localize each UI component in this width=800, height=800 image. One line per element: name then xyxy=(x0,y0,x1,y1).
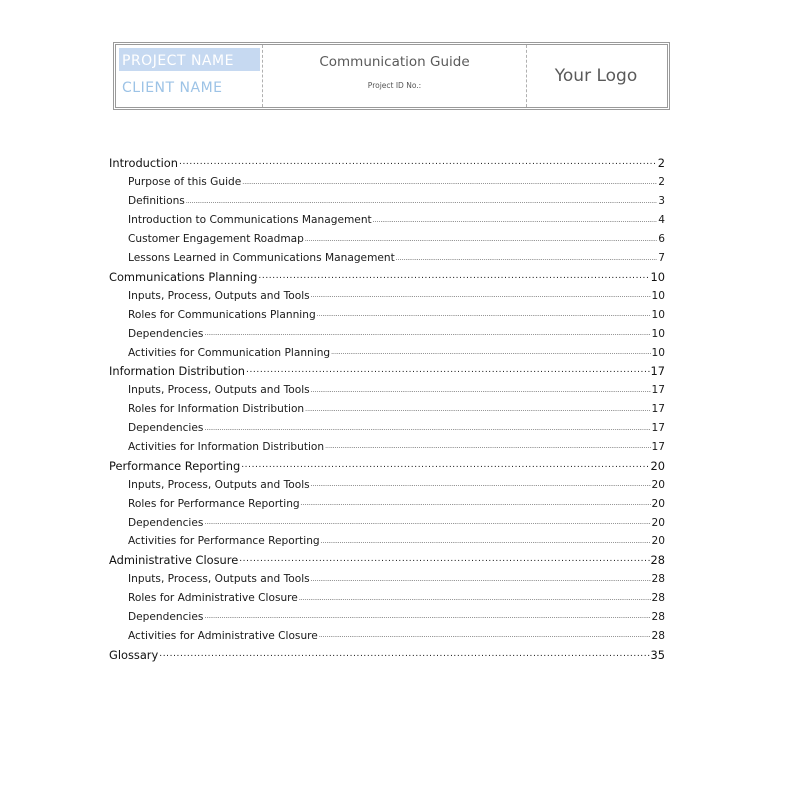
title-cell xyxy=(263,45,527,107)
toc-subsection-entry[interactable] xyxy=(109,534,665,553)
toc-section-entry[interactable] xyxy=(109,458,665,477)
toc-entry-title: Communications Planning xyxy=(109,269,258,284)
toc-page-number: 10 xyxy=(651,308,665,321)
toc-dot-leader xyxy=(204,609,650,620)
toc-entry-title: Glossary xyxy=(109,647,159,662)
toc-subsection-entry[interactable] xyxy=(109,628,665,647)
toc-page-number: 20 xyxy=(650,458,665,473)
toc-section-entry[interactable] xyxy=(109,553,665,572)
toc-subsection-entry[interactable] xyxy=(109,609,665,628)
toc-page-number: 28 xyxy=(650,553,665,568)
project-id-label: Project ID No.: xyxy=(367,81,422,90)
toc-entry-title: Activities for Information Distribution xyxy=(128,440,325,453)
table-of-contents xyxy=(109,156,665,666)
toc-dot-leader xyxy=(301,496,651,507)
toc-entry-title: Dependencies xyxy=(128,610,204,623)
toc-subsection-entry[interactable] xyxy=(109,402,665,421)
toc-section-entry[interactable] xyxy=(109,647,665,666)
toc-subsection-entry[interactable] xyxy=(109,213,665,232)
toc-page-number: 28 xyxy=(651,629,665,642)
toc-entry-title: Inputs, Process, Outputs and Tools xyxy=(128,384,310,397)
toc-page-number: 10 xyxy=(651,346,665,359)
toc-page-number: 17 xyxy=(651,403,665,416)
toc-page-number: 7 xyxy=(658,252,665,265)
toc-subsection-entry[interactable] xyxy=(109,383,665,402)
toc-dot-leader xyxy=(311,572,651,583)
toc-section-entry[interactable] xyxy=(109,156,665,175)
toc-dot-leader xyxy=(317,307,651,318)
toc-dot-leader xyxy=(159,647,649,658)
toc-entry-title: Dependencies xyxy=(128,516,204,529)
toc-subsection-entry[interactable] xyxy=(109,250,665,269)
toc-subsection-entry[interactable] xyxy=(109,439,665,458)
toc-dot-leader xyxy=(204,515,650,526)
toc-subsection-entry[interactable] xyxy=(109,420,665,439)
toc-subsection-entry[interactable] xyxy=(109,307,665,326)
toc-subsection-entry[interactable] xyxy=(109,572,665,591)
client-name-field[interactable]: CLIENT NAME xyxy=(122,80,223,96)
toc-entry-title: Performance Reporting xyxy=(109,458,241,473)
project-name-field[interactable]: PROJECT NAME xyxy=(119,48,260,71)
logo-placeholder[interactable]: Your Logo xyxy=(554,66,638,86)
toc-dot-leader xyxy=(396,250,657,261)
toc-page-number: 35 xyxy=(650,647,665,662)
toc-page-number: 20 xyxy=(651,516,665,529)
toc-dot-leader xyxy=(204,420,650,431)
toc-entry-title: Inputs, Process, Outputs and Tools xyxy=(128,573,310,586)
toc-entry-title: Lessons Learned in Communications Management xyxy=(128,252,395,265)
toc-entry-title: Inputs, Process, Outputs and Tools xyxy=(128,478,310,491)
toc-entry-title: Information Distribution xyxy=(109,364,246,379)
toc-entry-title: Dependencies xyxy=(128,422,204,435)
toc-section-entry[interactable] xyxy=(109,364,665,383)
toc-page-number: 10 xyxy=(651,289,665,302)
toc-dot-leader xyxy=(299,590,651,601)
toc-dot-leader xyxy=(305,402,650,413)
toc-dot-leader xyxy=(305,232,657,243)
toc-dot-leader xyxy=(373,213,658,224)
toc-page-number: 20 xyxy=(651,535,665,548)
toc-dot-leader xyxy=(241,458,649,469)
toc-subsection-entry[interactable] xyxy=(109,496,665,515)
toc-subsection-entry[interactable] xyxy=(109,590,665,609)
toc-page-number: 2 xyxy=(658,176,665,189)
toc-entry-title: Roles for Information Distribution xyxy=(128,403,305,416)
toc-dot-leader xyxy=(246,364,649,375)
toc-subsection-entry[interactable] xyxy=(109,345,665,364)
toc-dot-leader xyxy=(325,439,650,450)
toc-dot-leader xyxy=(239,553,649,564)
toc-dot-leader xyxy=(311,288,651,299)
toc-page-number: 2 xyxy=(657,156,665,171)
toc-page-number: 20 xyxy=(651,478,665,491)
toc-page-number: 10 xyxy=(651,327,665,340)
toc-page-number: 6 xyxy=(658,233,665,246)
document-header xyxy=(113,42,670,110)
toc-entry-title: Roles for Performance Reporting xyxy=(128,497,300,510)
toc-dot-leader xyxy=(186,194,657,205)
toc-entry-title: Administrative Closure xyxy=(109,553,239,568)
toc-page-number: 4 xyxy=(658,214,665,227)
document-title: Communication Guide xyxy=(319,54,470,70)
toc-dot-leader xyxy=(258,269,649,280)
toc-subsection-entry[interactable] xyxy=(109,326,665,345)
toc-dot-leader xyxy=(242,175,657,186)
toc-section-entry[interactable] xyxy=(109,269,665,288)
toc-page-number: 28 xyxy=(651,592,665,605)
toc-page-number: 28 xyxy=(651,610,665,623)
toc-subsection-entry[interactable] xyxy=(109,232,665,251)
toc-entry-title: Activities for Performance Reporting xyxy=(128,535,320,548)
toc-page-number: 17 xyxy=(650,364,665,379)
toc-entry-title: Definitions xyxy=(128,195,185,208)
toc-page-number: 10 xyxy=(650,269,665,284)
toc-entry-title: Introduction to Communications Management xyxy=(128,214,372,227)
toc-entry-title: Dependencies xyxy=(128,327,204,340)
toc-dot-leader xyxy=(311,477,651,488)
project-client-cell xyxy=(116,45,263,107)
toc-dot-leader xyxy=(331,345,650,356)
toc-dot-leader xyxy=(179,156,657,167)
logo-cell xyxy=(527,45,667,107)
toc-subsection-entry[interactable] xyxy=(109,515,665,534)
toc-dot-leader xyxy=(321,534,651,545)
toc-page-number: 17 xyxy=(651,384,665,397)
toc-entry-title: Customer Engagement Roadmap xyxy=(128,233,304,246)
toc-entry-title: Roles for Communications Planning xyxy=(128,308,316,321)
toc-subsection-entry[interactable] xyxy=(109,477,665,496)
toc-entry-title: Activities for Communication Planning xyxy=(128,346,331,359)
toc-page-number: 20 xyxy=(651,497,665,510)
toc-entry-title: Purpose of this Guide xyxy=(128,176,242,189)
toc-entry-title: Activities for Administrative Closure xyxy=(128,629,318,642)
toc-dot-leader xyxy=(319,628,651,639)
toc-page-number: 17 xyxy=(651,422,665,435)
toc-page-number: 17 xyxy=(651,440,665,453)
toc-page-number: 28 xyxy=(651,573,665,586)
toc-subsection-entry[interactable] xyxy=(109,194,665,213)
toc-entry-title: Roles for Administrative Closure xyxy=(128,592,298,605)
toc-dot-leader xyxy=(204,326,650,337)
toc-entry-title: Introduction xyxy=(109,156,178,171)
toc-entry-title: Inputs, Process, Outputs and Tools xyxy=(128,289,310,302)
toc-subsection-entry[interactable] xyxy=(109,175,665,194)
toc-subsection-entry[interactable] xyxy=(109,288,665,307)
toc-dot-leader xyxy=(311,383,651,394)
toc-page-number: 3 xyxy=(658,195,665,208)
